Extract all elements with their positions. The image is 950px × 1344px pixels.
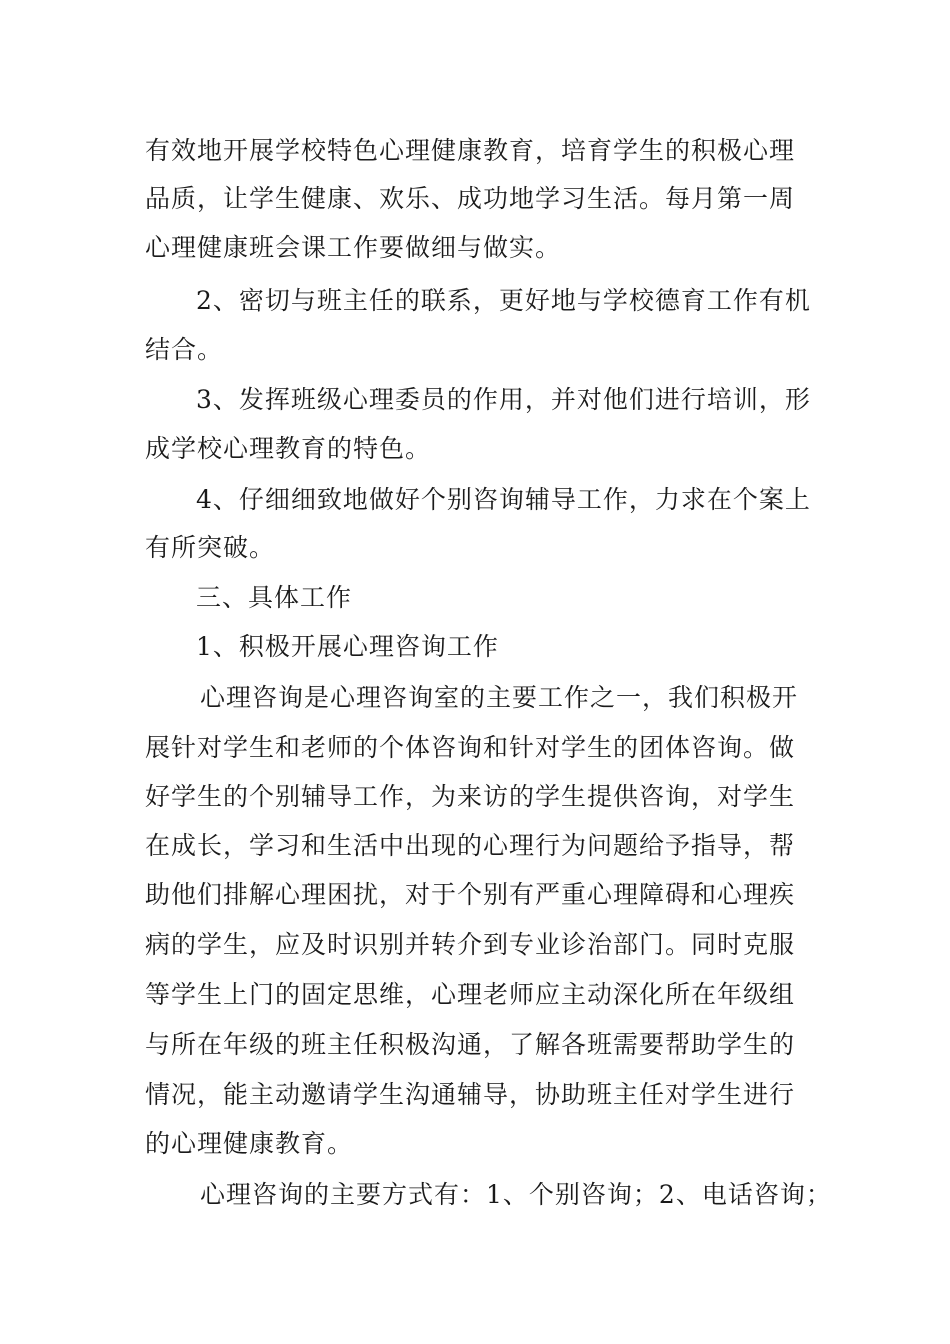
text-line: 2、密切与班主任的联系，更好地与学校德育工作有机 [196, 286, 811, 315]
text-line: 在成长，学习和生活中出现的心理行为问题给予指导，帮 [145, 831, 796, 860]
text-line: 助他们排解心理困扰，对于个别有严重心理障碍和心理疾 [145, 880, 796, 909]
text-line: 4、仔细细致地做好个别咨询辅导工作，力求在个案上 [196, 485, 811, 514]
text-line: 成学校心理教育的特色。 [145, 434, 432, 463]
text-line: 好学生的个别辅导工作，为来访的学生提供咨询，对学生 [145, 782, 796, 811]
section-heading: 三、具体工作 [196, 583, 353, 612]
text-line: 心理健康班会课工作要做细与做实。 [145, 233, 562, 262]
text-line: 心理咨询的主要方式有：1、个别咨询；2、电话咨询； [200, 1180, 832, 1209]
text-line: 有所突破。 [145, 533, 276, 562]
text-line: 3、发挥班级心理委员的作用，并对他们进行培训，形 [196, 385, 811, 414]
text-line: 展针对学生和老师的个体咨询和针对学生的团体咨询。做 [145, 733, 796, 762]
text-line: 的心理健康教育。 [145, 1129, 354, 1158]
text-line: 心理咨询是心理咨询室的主要工作之一，我们积极开 [200, 683, 799, 712]
text-line: 有效地开展学校特色心理健康教育，培育学生的积极心理 [145, 136, 796, 165]
text-line: 结合。 [145, 335, 224, 364]
text-line: 等学生上门的固定思维，心理老师应主动深化所在年级组 [145, 980, 796, 1009]
text-line: 情况，能主动邀请学生沟通辅导，协助班主任对学生进行 [145, 1080, 796, 1109]
text-line: 病的学生，应及时识别并转介到专业诊治部门。同时克服 [145, 930, 796, 959]
subsection-heading: 1、积极开展心理咨询工作 [196, 632, 499, 661]
text-line: 与所在年级的班主任积极沟通，了解各班需要帮助学生的 [145, 1030, 796, 1059]
text-line: 品质，让学生健康、欢乐、成功地学习生活。每月第一周 [145, 184, 796, 213]
